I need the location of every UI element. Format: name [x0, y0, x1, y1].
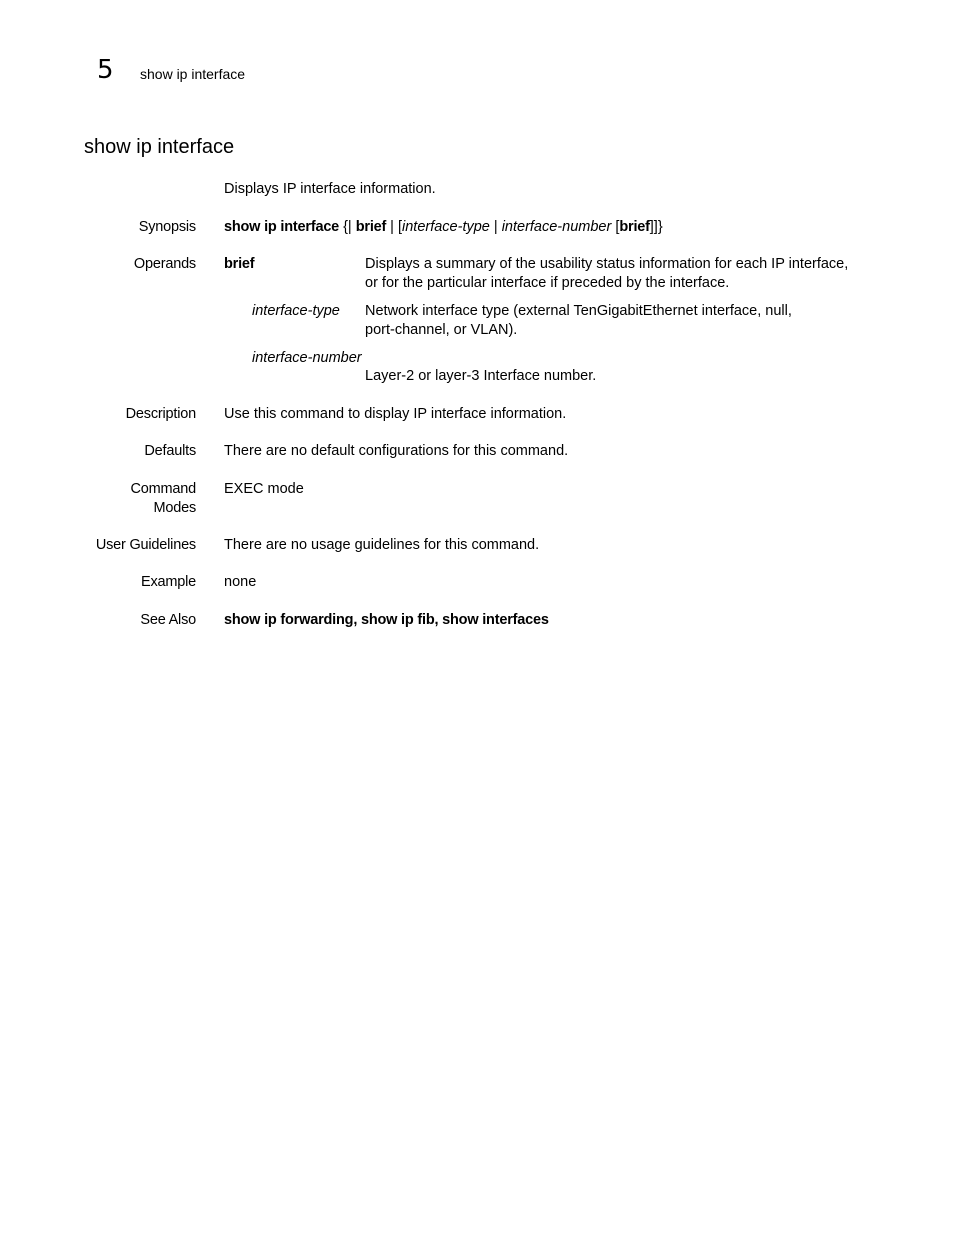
synopsis-separator-2: |: [489, 219, 502, 235]
user-guidelines-text: There are no usage guidelines for this command.: [224, 537, 540, 553]
synopsis-brief-2: brief: [619, 219, 650, 235]
command-modes-label-line1: Command: [130, 481, 196, 497]
description-label: Description: [125, 406, 196, 422]
operand-desc-brief-line2: or for the particular interface if preceded by the interface.: [365, 275, 730, 291]
example-text: none: [224, 574, 257, 590]
synopsis-separator: | [: [386, 219, 402, 235]
synopsis-brief: brief: [355, 219, 387, 235]
command-modes-text: EXEC mode: [224, 481, 304, 497]
see-also-label: See Also: [140, 612, 196, 628]
operand-desc-interface-type-line2: port-channel, or VLAN).: [365, 322, 518, 338]
description-text: Use this command to display IP interface information.: [224, 406, 567, 422]
synopsis-close: ]]}: [649, 219, 663, 235]
operand-name-brief: brief: [224, 256, 255, 272]
synopsis-command: show ip interface: [224, 219, 340, 235]
command-summary: Displays IP interface information.: [224, 181, 436, 197]
see-also-links[interactable]: show ip forwarding, show ip fib, show interfaces: [224, 612, 549, 628]
operand-desc-interface-type-line1: Network interface type (external TenGigabitEthernet interface, null,: [365, 303, 792, 319]
operand-name-interface-type: interface-type: [252, 303, 340, 319]
operand-name-interface-number: interface-number: [252, 350, 362, 366]
operands-label: Operands: [133, 256, 196, 272]
synopsis-brace-open: {|: [339, 219, 356, 235]
synopsis-text: [224, 218, 663, 237]
operand-desc-brief-line1: Displays a summary of the usability status information for each IP interface,: [365, 256, 849, 272]
command-modes-label-line2: Modes: [153, 500, 196, 516]
synopsis-label: Synopsis: [138, 219, 196, 235]
running-header-title: show ip interface: [140, 66, 246, 82]
command-heading: show ip interface: [84, 136, 235, 158]
synopsis-interface-number: interface-number: [501, 219, 612, 235]
synopsis-separator-3: [: [611, 219, 620, 235]
defaults-label: Defaults: [144, 443, 196, 459]
example-label: Example: [140, 574, 196, 590]
user-guidelines-label: User Guidelines: [95, 537, 196, 553]
chapter-number: 5: [97, 55, 114, 85]
synopsis-interface-type: interface-type: [402, 219, 490, 235]
defaults-text: There are no default configurations for this command.: [224, 443, 569, 459]
operand-desc-interface-number: Layer-2 or layer-3 Interface number.: [365, 368, 597, 384]
